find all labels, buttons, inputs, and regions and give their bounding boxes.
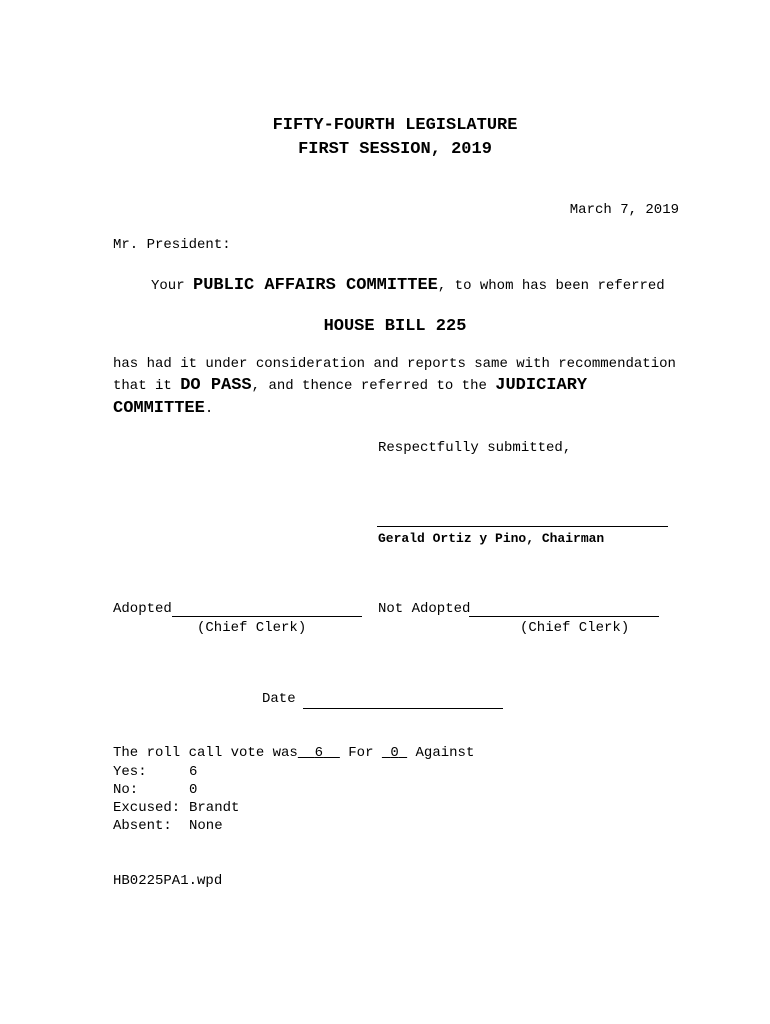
next-committee-part2: COMMITTEE [113, 399, 205, 418]
next-committee-part1: JUDICIARY [495, 376, 588, 395]
chief-clerk-left: (Chief Clerk) [197, 620, 307, 636]
body-line-2: that it DO PASS, and thence referred to the JUDICIARY [113, 376, 588, 395]
vote-row-yes-label: Yes: [113, 764, 147, 780]
recommendation: DO PASS [180, 376, 252, 395]
against-label: Against [415, 745, 475, 761]
legislature-title: FIFTY-FOURTH LEGISLATURE [272, 116, 518, 135]
vote-row-no-label: No: [113, 782, 139, 798]
vote-row-excused-label: Excused: [113, 800, 181, 816]
date-label: Date [262, 691, 296, 707]
committee-name: PUBLIC AFFAIRS COMMITTEE [193, 276, 438, 295]
signature-line [377, 526, 668, 527]
roll-call-prefix: The roll call vote was [113, 745, 298, 761]
body-line-1: has had it under consideration and reports same with recommendation [113, 356, 676, 372]
referral-suffix: , to whom has been referred [437, 278, 665, 294]
for-count: 6 [314, 745, 324, 761]
vote-row-absent-label: Absent: [113, 818, 172, 834]
referral-line [151, 276, 665, 295]
vote-row-no-value: 0 [189, 782, 198, 798]
body-line-3: COMMITTEE. [113, 399, 214, 418]
not-adopted-line [469, 616, 659, 617]
document-filename: HB0225PA1.wpd [113, 873, 223, 889]
chairman-name: Gerald Ortiz y Pino, Chairman [378, 531, 605, 546]
closing: Respectfully submitted, [378, 440, 572, 456]
vote-row-yes-value: 6 [189, 764, 198, 780]
date-line [303, 708, 503, 709]
referral-prefix: Your [151, 278, 194, 294]
vote-row-absent-value: None [189, 818, 223, 834]
adopted-label: Adopted [113, 601, 172, 617]
session-title: FIRST SESSION, 2019 [298, 140, 492, 159]
not-adopted-label: Not Adopted [378, 601, 471, 617]
for-label: For [348, 745, 374, 761]
vote-row-excused-value: Brandt [189, 800, 240, 816]
salutation: Mr. President: [113, 237, 231, 253]
chief-clerk-right: (Chief Clerk) [520, 620, 630, 636]
adopted-line [172, 616, 362, 617]
bill-number: HOUSE BILL 225 [323, 317, 467, 336]
against-count: 0 [390, 745, 399, 761]
roll-call-line [113, 745, 474, 761]
report-date: March 7, 2019 [569, 202, 679, 218]
